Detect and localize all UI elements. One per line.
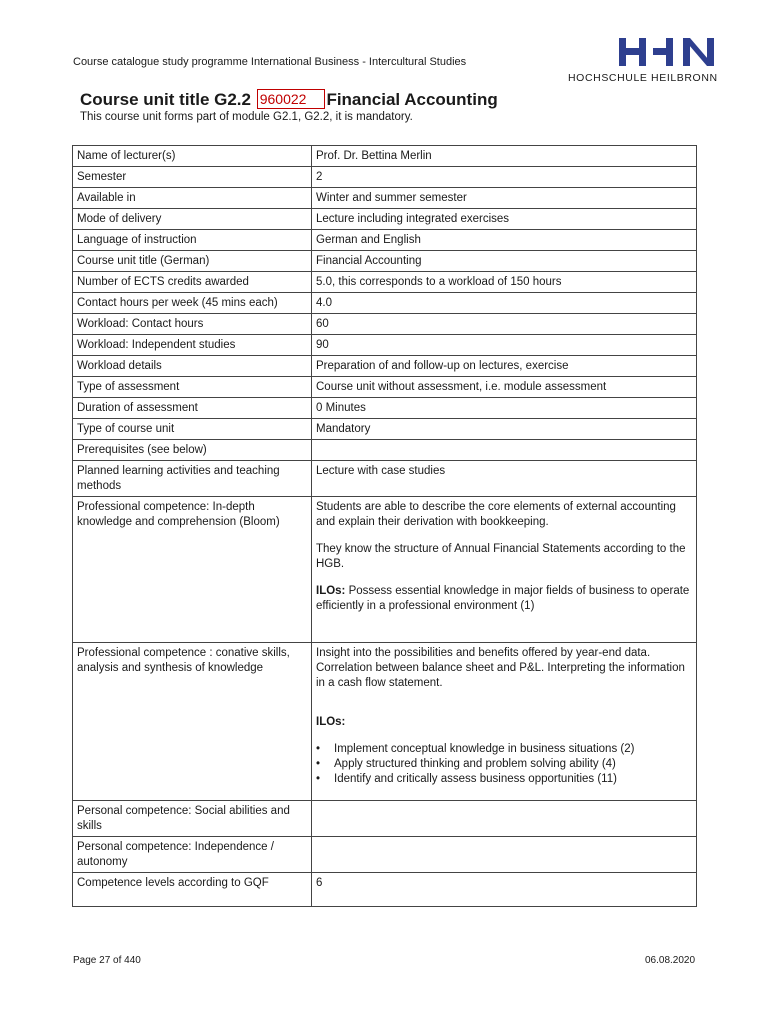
row-value: Financial Accounting [312,251,697,272]
row-label: Planned learning activities and teaching methods [73,461,312,497]
table-row [73,801,697,837]
row-label: Language of instruction [73,230,312,251]
row-label: Number of ECTS credits awarded [73,272,312,293]
course-code-field[interactable]: 960022 [257,89,326,109]
course-title-prefix: Course unit title G2.2 [80,90,251,109]
row-label: Professional competence : conative skills, analysis and synthesis of knowledge [73,643,312,801]
row-label: Type of course unit [73,419,312,440]
course-details-table [72,145,697,907]
document-date: 06.08.2020 [645,955,696,966]
table-row [73,440,697,461]
table-row [73,377,697,398]
table-row [73,398,697,419]
row-label: Prerequisites (see below) [73,440,312,461]
ilos-list [316,742,693,787]
row-label: Workload: Contact hours [73,314,312,335]
indepth-paragraph-1: Students are able to describe the core elements of external accounting and explain their derivation with bookkeeping. [316,501,676,528]
table-row [73,209,697,230]
row-value [312,837,697,873]
table-row [73,251,697,272]
row-value: 0 Minutes [312,398,697,419]
logo-text: HOCHSCHULE HEILBRONN [568,72,718,84]
table-row [73,188,697,209]
row-label: Workload: Independent studies [73,335,312,356]
row-label: Semester [73,167,312,188]
row-value: 90 [312,335,697,356]
list-item: • Implement conceptual knowledge in business situations (2) [334,742,693,757]
row-label: Type of assessment [73,377,312,398]
row-value: Lecture with case studies [312,461,697,497]
row-value: 60 [312,314,697,335]
module-note: This course unit forms part of module G2.1, G2.2, it is mandatory. [80,111,413,123]
row-label: Duration of assessment [73,398,312,419]
table-row [73,873,697,907]
row-label: Personal competence: Social abilities and skills [73,801,312,837]
table-row [73,643,697,801]
row-value: Prof. Dr. Bettina Merlin [312,146,697,167]
list-item: • Apply structured thinking and problem solving ability (4) [334,757,693,772]
row-label: Course unit title (German) [73,251,312,272]
course-title [80,89,498,110]
course-title-name: Financial Accounting [326,90,498,109]
row-value: Lecture including integrated exercises [312,209,697,230]
row-value: Preparation of and follow-up on lectures, exercise [312,356,697,377]
university-logo [568,38,718,84]
row-value: Course unit without assessment, i.e. module assessment [312,377,697,398]
table-row [73,272,697,293]
table-row [73,497,697,643]
page-number: Page 27 of 440 [73,955,141,966]
table-row [73,419,697,440]
row-value: 2 [312,167,697,188]
catalogue-header: Course catalogue study programme International Business - Intercultural Studies [73,56,467,68]
row-value: 4.0 [312,293,697,314]
row-label: Mode of delivery [73,209,312,230]
hhn-logo-icon [619,38,715,66]
conative-paragraph: Insight into the possibilities and benefits offered by year-end data. Correlation between balance sheet and P&L. Interpreting the information in a cash flow statement. [316,647,685,689]
ilos-text: Possess essential knowledge in major fields of business to operate efficiently in a professional environment (1) [316,585,690,612]
table-row [73,314,697,335]
table-row [73,146,697,167]
table-row [73,335,697,356]
ilos-label: ILOs: [316,585,346,597]
row-value [312,440,697,461]
table-row [73,356,697,377]
table-row [73,230,697,251]
row-label: Contact hours per week (45 mins each) [73,293,312,314]
row-label: Name of lecturer(s) [73,146,312,167]
table-row [73,293,697,314]
row-value [312,497,697,643]
row-label: Workload details [73,356,312,377]
row-label: Professional competence: In-depth knowledge and comprehension (Bloom) [73,497,312,643]
row-value: Mandatory [312,419,697,440]
row-label: Available in [73,188,312,209]
table-row [73,167,697,188]
table-row [73,837,697,873]
list-item: • Identify and critically assess business opportunities (11) [334,772,693,787]
row-value: 6 [312,873,697,907]
row-value: German and English [312,230,697,251]
ilos-label: ILOs: [316,716,346,728]
table-row [73,461,697,497]
row-value [312,643,697,801]
indepth-paragraph-2: They know the structure of Annual Financial Statements according to the HGB. [316,543,686,570]
row-value: 5.0, this corresponds to a workload of 150 hours [312,272,697,293]
row-label: Competence levels according to GQF [73,873,312,907]
row-value [312,801,697,837]
row-value: Winter and summer semester [312,188,697,209]
indepth-ilos [316,584,693,614]
row-label: Personal competence: Independence / autonomy [73,837,312,873]
